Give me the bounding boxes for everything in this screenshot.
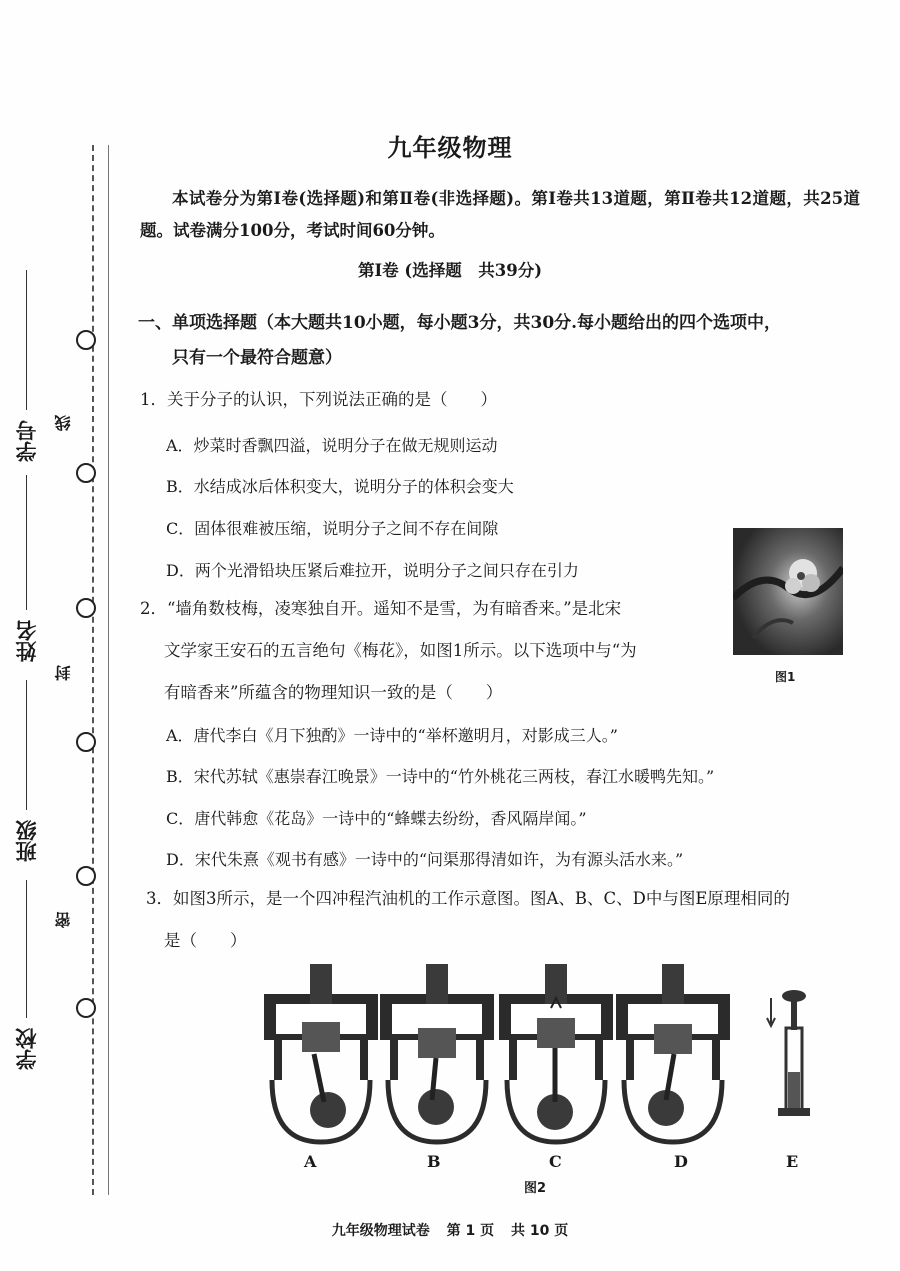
footer-title: 九年级物理试卷 (331, 1223, 430, 1239)
question-2-option-b: B．宋代苏轼《惠崇春江晚景》一诗中的“竹外桃花三两枝，春江水暖鸭先知。” (166, 767, 715, 786)
figure-label-a: A (304, 1152, 317, 1171)
punch-hole-icon (76, 866, 96, 886)
binding-dashed-line (92, 145, 94, 1195)
punch-hole-icon (76, 463, 96, 483)
question-3-stem-line2: 是（ ） (164, 931, 247, 950)
punch-hole-icon (76, 598, 96, 618)
question-2-stem-line2: 文学家王安石的五言绝句《梅花》，如图1所示。以下选项中与“为 (164, 641, 637, 660)
name-label: 姓名 (15, 620, 39, 662)
seal-mark-line: 线 (54, 415, 73, 431)
figure-1-caption: 图1 (775, 670, 796, 684)
name-blank (26, 475, 27, 610)
question-1-option-a: A．炒菜时香飘四溢，说明分子在做无规则运动 (166, 436, 498, 455)
question-1-stem: 1．关于分子的认识，下列说法正确的是（ ） (140, 390, 497, 409)
punch-hole-icon (76, 330, 96, 350)
student-id-label: 学号 (15, 420, 39, 462)
air-pump-diagram-e (764, 962, 814, 1127)
question-1-option-b: B．水结成冰后体积变大，说明分子的体积会变大 (166, 477, 514, 496)
question-2-option-a: A．唐代李白《月下独酌》一诗中的“举杯邀明月，对影成三人。” (166, 726, 618, 745)
section-title: 第Ⅰ卷 (选择题 共39分) (357, 261, 543, 280)
figure-label-c: C (549, 1152, 562, 1171)
punch-hole-icon (76, 732, 96, 752)
punch-hole-icon (76, 998, 96, 1018)
figure-label-b: B (427, 1152, 441, 1171)
engine-diagram-d (614, 962, 732, 1147)
seal-mark-secret: 密 (54, 912, 73, 928)
school-label: 学校 (15, 1028, 39, 1070)
engine-diagram-c (497, 962, 615, 1147)
binding-solid-line (108, 145, 109, 1195)
question-1-option-d: D．两个光滑铅块压紧后难拉开，说明分子之间只存在引力 (166, 561, 579, 580)
class-blank (26, 680, 27, 810)
page-footer (0, 1220, 900, 1240)
school-blank (26, 880, 27, 1018)
part-one-line2: 只有一个最符合题意） (172, 348, 342, 368)
engine-diagram-b (378, 962, 496, 1147)
seal-mark-seal: 封 (54, 665, 73, 681)
question-2-stem-line3: 有暗香来”所蕴含的物理知识一致的是（ ） (164, 683, 503, 702)
part-one-line1: 一、单项选择题（本大题共10小题，每小题3分，共30分.每小题给出的四个选项中， (138, 313, 782, 333)
question-3-stem-line1: 3．如图3所示，是一个四冲程汽油机的工作示意图。图A、B、C、D中与图E原理相同的 (146, 889, 790, 908)
question-2-option-d: D．宋代朱熹《观书有感》一诗中的“问渠那得清如许，为有源头活水来。” (166, 850, 684, 869)
exam-intro: 本试卷分为第Ⅰ卷(选择题)和第Ⅱ卷(非选择题)。第Ⅰ卷共13道题，第Ⅱ卷共12道题，共25道题。试卷满分100分，考试时间60分钟。 (140, 189, 860, 240)
engine-diagram-a (262, 962, 380, 1147)
part-one-heading (138, 306, 868, 376)
footer-total-pages: 共 10 页 (511, 1223, 569, 1239)
question-2-option-c: C．唐代韩愈《花岛》一诗中的“蜂蝶去纷纷，香风隔岸闻。” (166, 809, 587, 828)
figure-label-e: E (786, 1152, 799, 1171)
question-1-option-c: C．固体很难被压缩，说明分子之间不存在间隙 (166, 519, 499, 538)
figure-2-caption: 图2 (524, 1181, 547, 1196)
exam-title: 九年级物理 (387, 134, 513, 162)
plum-blossom-photo (733, 528, 843, 655)
figure-label-d: D (674, 1152, 688, 1171)
student-id-blank (26, 270, 27, 410)
question-2-stem-line1: 2．“墙角数枝梅，凌寒独自开。遥知不是雪，为有暗香来。”是北宋 (140, 599, 622, 618)
class-label: 班级 (15, 820, 39, 862)
footer-page-number: 第 1 页 (446, 1223, 495, 1239)
